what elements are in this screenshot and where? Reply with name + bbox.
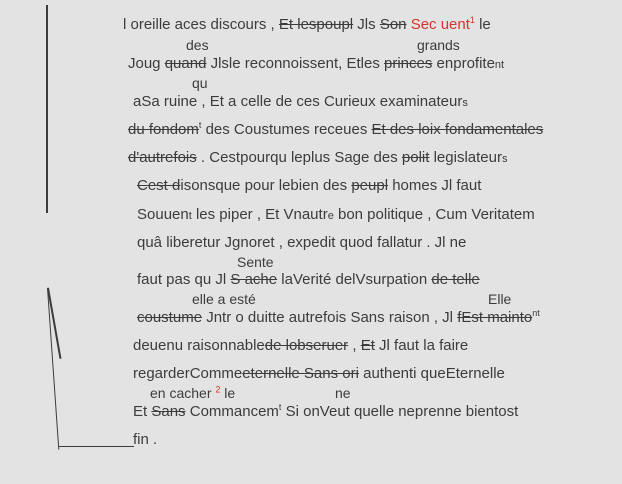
struck-text: du fondom: [128, 121, 199, 138]
text: Jlsle reconnoissent, Etles: [210, 55, 380, 72]
text: les piper , Et Vnautr: [195, 206, 328, 223]
text: . Cestpourqu leplus Sage des: [200, 149, 398, 166]
text: Jl faut la faire: [379, 337, 469, 354]
text: Et: [133, 403, 148, 420]
line-7: [137, 206, 535, 225]
struck-text: coustume: [137, 309, 203, 326]
interlinear-1b: grands: [417, 37, 460, 53]
struck-text: princes: [384, 55, 433, 72]
text: nt: [494, 59, 505, 71]
line-3: [133, 93, 468, 112]
superscript: nt: [532, 308, 540, 318]
struck-text: peupl: [351, 177, 389, 194]
interlinear-12b: ne: [335, 385, 351, 401]
line-11: [133, 337, 468, 355]
struck-text: polit: [401, 149, 430, 166]
text: regarderComme: [133, 365, 243, 382]
text: e: [327, 210, 334, 222]
text: Commancem: [189, 403, 279, 420]
interlinear-10b: Elle: [488, 291, 512, 307]
line-9: [137, 271, 480, 289]
struck-text: de lobseruer: [264, 337, 349, 354]
struck-text: d'autrefois: [128, 149, 197, 166]
superscript: t: [278, 402, 282, 412]
text: Jntr o duitte autrefois Sans raison , Jl: [206, 309, 454, 326]
line-14: [133, 431, 157, 449]
text: Si onVeut quelle neprenne bientost: [285, 403, 519, 420]
line-12: [133, 365, 505, 383]
interlinear-10a: elle a esté: [192, 291, 256, 307]
text: ,: [352, 337, 357, 354]
text: fin .: [133, 431, 158, 448]
text: quâ liberetur Jgnoret , expedit quod fallatur . Jl ne: [137, 234, 467, 251]
line-13: [133, 403, 518, 421]
struck-text: Cest d: [137, 177, 181, 194]
red-text: Sec uent: [410, 16, 470, 33]
line-2: [128, 55, 504, 74]
text: homes Jl faut: [392, 177, 482, 194]
interlinear-2: qu: [192, 75, 208, 91]
line-6: [137, 177, 481, 195]
text: le: [224, 385, 236, 401]
text: des Coustumes receues: [205, 121, 368, 138]
struck-text: eternelle Sans ori: [242, 365, 359, 382]
text: l oreille aces discours ,: [123, 16, 275, 33]
text: faut pas qu Jl: [137, 271, 227, 288]
struck-text: fEst mainto: [457, 309, 533, 326]
margin-line-diagonal: [47, 288, 60, 450]
text: Souuen: [137, 206, 189, 223]
text: t: [188, 210, 192, 222]
interlinear-9: Sente: [237, 254, 274, 270]
line-10: [137, 309, 540, 327]
line-5: [128, 149, 507, 168]
footnote-marker: 1: [469, 15, 475, 25]
text: s: [501, 153, 508, 165]
struck-text: quand: [164, 55, 207, 72]
interlinear-12a: [150, 384, 235, 402]
struck-text: S ache: [230, 271, 278, 288]
text: laVerité delVsurpation: [281, 271, 428, 288]
text: le: [479, 16, 491, 33]
struck-text: Et lespoupl: [278, 16, 354, 33]
line-1: [123, 16, 491, 34]
superscript: t: [198, 120, 202, 130]
text: legislateur: [433, 149, 502, 166]
footnote-marker: 2: [215, 384, 221, 395]
text: bon politique , Cum Veritatem: [337, 206, 535, 223]
struck-text: Et des loix fondamentales: [371, 121, 544, 138]
text: aSa ruine , Et a celle de ces Curieux examinateur: [133, 93, 463, 110]
struck-text: Sans: [151, 403, 186, 420]
text: en cacher: [150, 385, 212, 401]
struck-text: Son: [379, 16, 407, 33]
line-4: [128, 121, 543, 139]
text: authenti queEternelle: [363, 365, 505, 382]
text: Jls: [357, 16, 376, 33]
text: enprofite: [436, 55, 495, 72]
text: s: [462, 97, 468, 109]
margin-line-foot: [59, 446, 134, 447]
struck-text: Et: [360, 337, 375, 354]
text: Joug: [128, 55, 161, 72]
margin-line-top: [46, 5, 48, 213]
interlinear-1a: des: [186, 37, 209, 53]
line-8: [137, 234, 466, 252]
text: isonsque pour lebien des: [180, 177, 348, 194]
struck-text: de telle: [431, 271, 480, 288]
text: deuenu raisonnable: [133, 337, 265, 354]
